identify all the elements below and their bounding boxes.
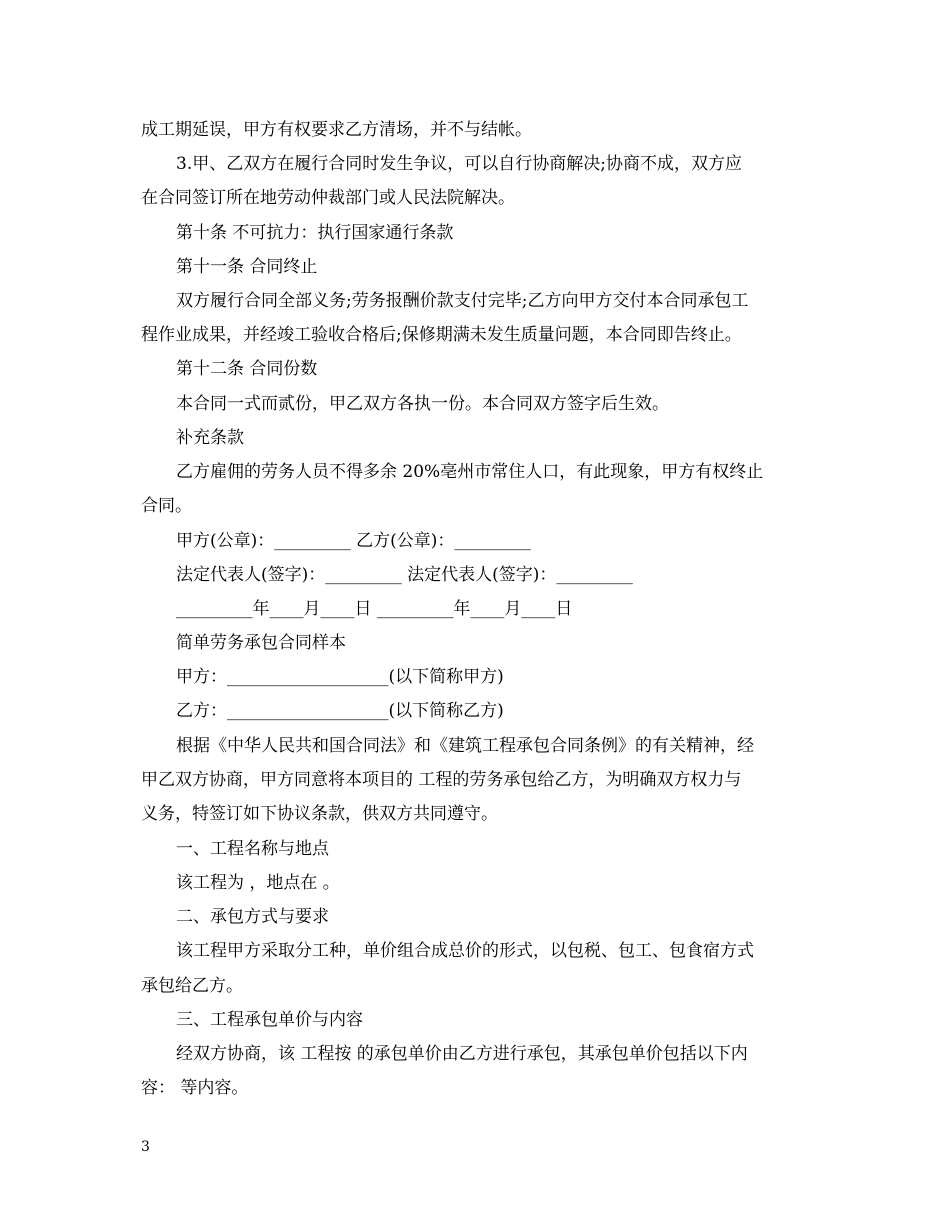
section-title: 简单劳务承包合同样本 [176,633,346,653]
text-line: 本合同一式而贰份，甲乙双方各执一份。本合同双方签字后生效。 [176,394,669,414]
text-line: 双方履行合同全部义务;劳务报酬价款支付完毕;乙方向甲方交付本合同承包工 [176,291,749,311]
text-line: 成工期延误，甲方有权要求乙方清场，并不与结帐。 [141,120,532,140]
text-line: 合同。 [141,496,192,516]
text-line: 甲乙双方协商，甲方同意将本项目的 工程的劳务承包给乙方，为明确双方权力与 [141,770,742,790]
heading-article-12: 第十二条 合同份数 [176,359,318,379]
text-line: 容： 等内容。 [141,1078,249,1098]
heading-article-11: 第十一条 合同终止 [176,257,318,277]
text-line: 经双方协商，该 工程按 的承包单价由乙方进行承包，其承包单价包括以下内 [176,1044,748,1064]
text-line: 在合同签订所在地劳动仲裁部门或人民法院解决。 [141,188,515,208]
party-b-line: 乙方：___________________(以下简称乙方) [176,701,504,721]
text-line: 该工程为 ，地点在 。 [176,873,340,893]
heading-3: 三、工程承包单价与内容 [176,1010,363,1030]
signature-line: 法定代表人(签字)：_________ 法定代表人(签字)：_________ [176,565,633,585]
party-a-line: 甲方：___________________(以下简称甲方) [176,667,504,687]
text-line: 根据《中华人民共和国合同法》和《建筑工程承包合同条例》的有关精神，经 [176,736,754,756]
text-line: 程作业成果，并经竣工验收合格后;保修期满未发生质量问题，本合同即告终止。 [141,325,742,345]
text-line: 该工程甲方采取分工种，单价组合成总价的形式，以包税、包工、包食宿方式 [176,941,754,961]
heading-supplementary: 补充条款 [176,428,244,448]
date-line: _________年____月____日 _________年____月____日 [176,599,573,619]
text-line: 乙方雇佣的劳务人员不得多余 20%亳州市常住人口，有此现象，甲方有权终止 [176,462,764,482]
text-line: 义务，特签订如下协议条款，供双方共同遵守。 [141,804,498,824]
heading-1: 一、工程名称与地点 [176,839,329,859]
heading-2: 二、承包方式与要求 [176,907,329,927]
seal-line: 甲方(公章)：_________ 乙方(公章)：_________ [176,531,531,551]
text-line: 承包给乙方。 [141,976,243,996]
text-line: 3.甲、乙双方在履行合同时发生争议，可以自行协商解决;协商不成，双方应 [176,154,742,174]
heading-article-10: 第十条 不可抗力：执行国家通行条款 [176,223,454,243]
page-number: 3 [141,1139,150,1155]
